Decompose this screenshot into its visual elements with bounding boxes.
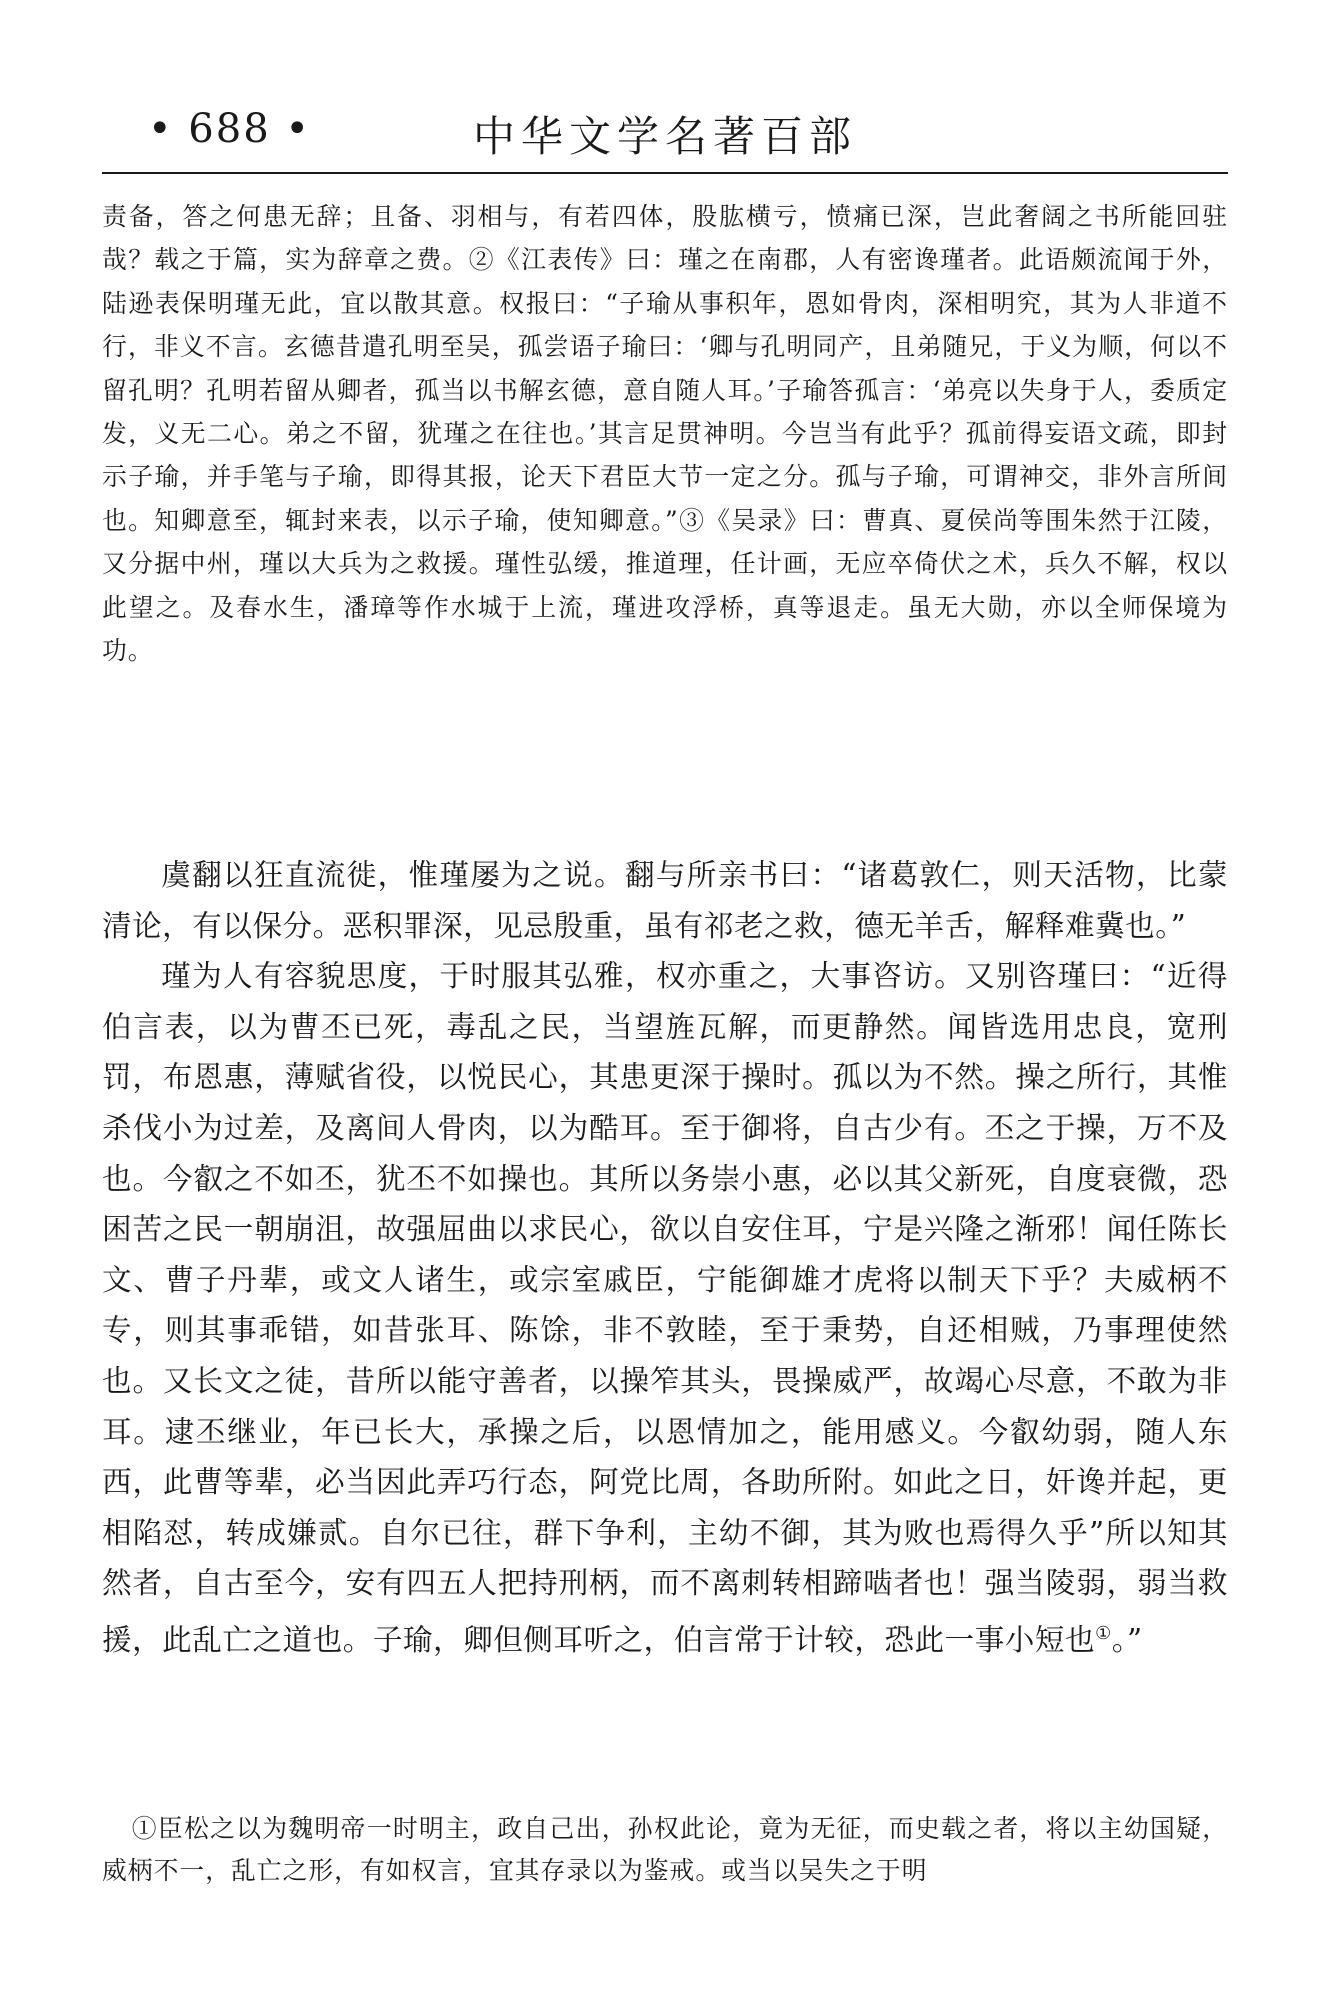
main-paragraph-2-text: 瑾为人有容貌思度，于时服其弘雅，权亦重之，大事咨访。又别咨瑾曰：“近得伯言表，以为曹丕已死，毒乱之民，当望旌瓦解，而更静然。闻皆选用忠良，宽刑罚，布恩惠，薄赋省役，以悦民心，其患更深于操时。孤以为不然。操之所行，其惟杀伐小为过差，及离间人骨肉，以为酷耳。至于御将，自古少有。丕之于操，万不及也。今叡之不如丕，犹丕不如操也。其所以务崇小惠，必以其父新死，自度衰微，恐困苦之民一朝崩沮，故强屈曲以求民心，欲以自安住耳，宁是兴隆之渐邪！闻任陈长文、曹子丹辈，或文人诸生，或宗室戚臣，宁能御雄才虎将以制天下乎？夫威柄不专，则其事乖错，如昔张耳、陈馀，非不敦睦，至于秉势，自还相贼，乃事理使然也。又长文之徒，昔所以能守善者，以操笮其头，畏操威严，故竭心尽意，不敢为非耳。逮丕继业，年已长大，承操之后，以恩情加之，能用感义。今叡幼弱，随人东西，此曹等辈，必当因此弄巧行态，阿党比周，各助所附。如此之日，奸谗并起，更相陷怼，转成嫌贰。自尔已往，群下争利，主幼不御，其为败也焉得久乎”所以知其然者，自古至今，安有四五人把持刑柄，而不离刺转相蹄啮者也！强当陵弱，弱当救援，此乱亡之道也。子瑜，卿但侧耳听之，伯言常于计较，恐此一事小短也: [102, 959, 1228, 1657]
annotation-text: 责备，答之何患无辞；且备、羽相与，有若四体，股肱横亏，愤痛已深，岂此奢阔之书所能回驻哉？载之于篇，实为辞章之费。②《江表传》曰：瑾之在南郡，人有密谗瑾者。此语颇流闻于外，陆逊表保明瑾无此，宜以散其意。权报曰：“子瑜从事积年，恩如骨肉，深相明究，其为人非道不行，非义不言。玄德昔遣孔明至吴，孤尝语子瑜曰：‘卿与孔明同产，且弟随兄，于义为顺，何以不留孔明？孔明若留从卿者，孤当以书解玄德，意自随人耳。’子瑜答孤言：‘弟亮以失身于人，委质定发，义无二心。弟之不留，犹瑾之在往也。’其言足贯神明。今岂当有此乎？孤前得妄语文疏，即封示子瑜，并手笔与子瑜，即得其报，论天下君臣大节一定之分。孤与子瑜，可谓神交，非外言所间也。知卿意至，辄封来表，以示子瑜，使知卿意。”③《吴录》曰：曹真、夏侯尚等围朱然于江陵，又分据中州，瑾以大兵为之救援。瑾性弘缓，推道理，任计画，无应卒倚伏之术，兵久不解，权以此望之。及春水生，潘璋等作水城于上流，瑾进攻浮桥，真等退走。虽无大勋，亦以全师保境为功。: [102, 202, 1228, 666]
main-paragraph-2: [102, 951, 1228, 1665]
page-header: [102, 96, 1228, 174]
main-text-block: [102, 850, 1228, 1665]
page-number: • 688 •: [148, 106, 311, 152]
annotation-block: [102, 195, 1228, 672]
footnote-text: ①臣松之以为魏明帝一时明主，政自己出，孙权此论，竟为无征，而史载之者，将以主幼国疑，威柄不一，乱亡之形，有如权言，宜其存录以为鉴戒。或当以吴失之于明: [102, 1814, 1228, 1885]
book-title: 中华文学名著百部: [472, 112, 857, 161]
footnote-block: [102, 1808, 1228, 1892]
main-paragraph-2-end: 。”: [1111, 1622, 1143, 1657]
main-paragraph-1: 虞翻以狂直流徙，惟瑾屡为之说。翻与所亲书曰：“诸葛敦仁，则天活物，比蒙清论，有以保分。恶积罪深，见忌殷重，虽有祁老之救，德无羊舌，解释难冀也。”: [102, 858, 1228, 943]
footnote-ref: ①: [1095, 1622, 1112, 1644]
